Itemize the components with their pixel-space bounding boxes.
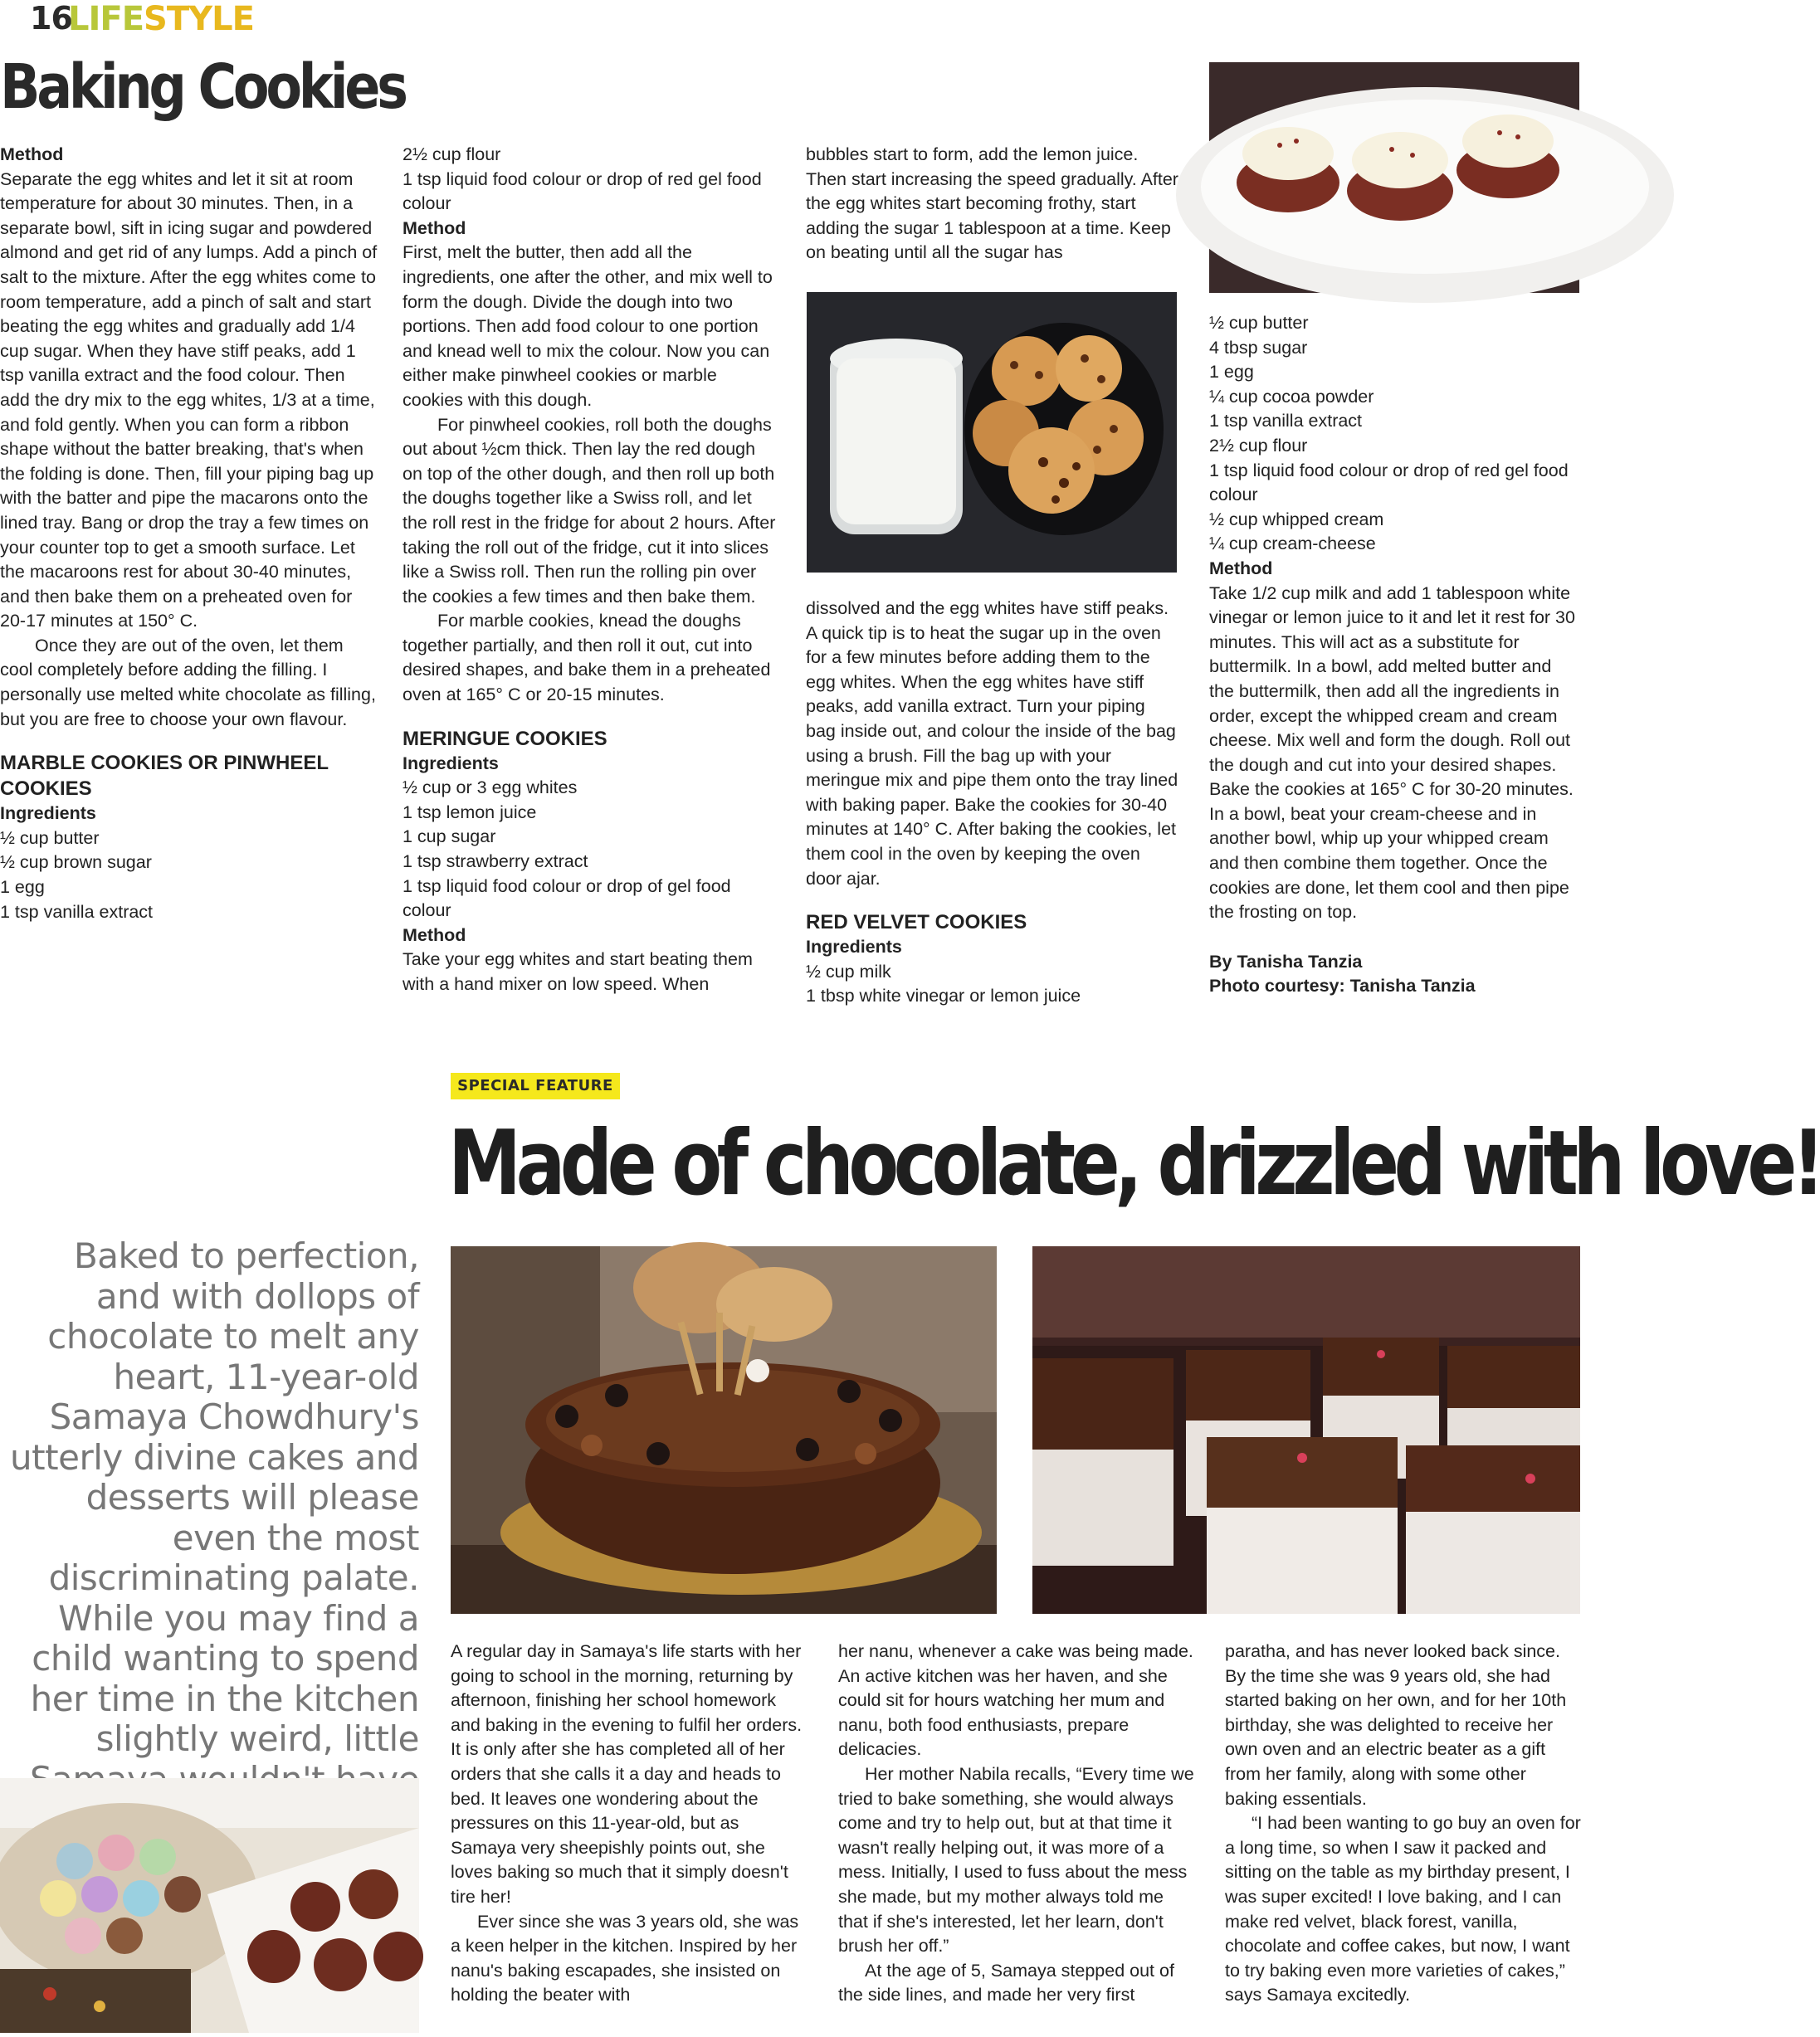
- ingredients-label: Ingredients: [806, 937, 902, 958]
- ingredient-item: 1 egg: [0, 877, 45, 898]
- ingredient-item: 4 tbsp sugar: [1209, 337, 1308, 358]
- pull-quote: Baked to perfection, and with dollops of chocolate to melt any heart, 11-year-old Samaya Chowdhury's utterly divine cakes and desserts will please even the most discriminating palate. While you may find a child wanting to spend her time in the kitchen slightly weird, little: [10, 1235, 419, 1759]
- red-velvet-cookies-image: [1209, 62, 1579, 293]
- ingredient-item: ½ cup butter: [0, 827, 100, 848]
- section-name: [68, 0, 254, 38]
- paragraph: Separate the egg whites and let it sit at room temperature for about 30 minutes. Then, in a separate bowl, sift in icing sugar and powdered almond and get rid of any lumps. Add a pinch of salt to the mixture. After the egg whites come to room temperature, add a pinch of salt and start beating the egg whites and gradually add 1/4 cup sugar. When they have stiff peaks, add 1 tsp vanilla extract and the food colour. Then add the dry mix to the egg whites, 1/3 at a time, and fold gently. When you can form a ribbon shape without the batter breaking, that's when the folding is done. Then, fill your piping bag up with the batter and pipe the macarons onto the lined tray. Bang or drop the tray a few times on your counter top to get a smooth surface. Let the macaroons rest for about 30-40 minutes, and then bake them on a preheated oven for 20-17 minutes at 150° C.: [0, 168, 378, 631]
- section-style: STYLE: [144, 0, 254, 38]
- special-feature-tag: SPECIAL FEATURE: [451, 1073, 620, 1099]
- ingredient-item: 1 tsp lemon juice: [403, 802, 537, 822]
- ingredient-item: ½ cup whipped cream: [1209, 509, 1384, 529]
- article-title-made-of-chocolate: Made of chocolate, drizzled with love!: [448, 1112, 1820, 1216]
- method-label: Method: [403, 924, 466, 945]
- paragraph: dissolved and the egg whites have stiff peaks. A quick tip is to heat the sugar up in the oven for a few minutes before adding them to the egg whites. When the egg whites have stiff peaks, add vanilla extract. Turn your piping bag inside out, and colour the inside of the bag using a brush. Fill the bag up with your meringue mix and pipe them onto the tray lined with baking paper. Bake the cookies for 30-40 minutes at 140° C. After baking the cookies, let them cool in the oven by keeping the oven door ajar.: [806, 598, 1178, 889]
- ingredient-item: ½ cup brown sugar: [0, 852, 152, 873]
- ingredient-item: 2½ cup flour: [1209, 435, 1308, 456]
- ingredient-item: ¼ cup cocoa powder: [1209, 386, 1374, 407]
- ingredient-item: ½ cup or 3 egg whites: [403, 777, 578, 798]
- ingredient-item: 1 tsp vanilla extract: [1209, 411, 1363, 431]
- byline: By Tanisha Tanzia: [1209, 951, 1363, 972]
- ingredient-item: ½ cup milk: [806, 961, 891, 982]
- cupcakes-image: [0, 1778, 419, 2033]
- paragraph: Ever since she was 3 years old, she was a keen helper in the kitchen. Inspired by her nanu's baking escapades, she insisted on holding the beater with: [451, 1911, 799, 2005]
- ingredient-item: 1 tbsp white vinegar or lemon juice: [806, 986, 1081, 1006]
- ingredient-item: 1 tsp liquid food colour or drop of red gel food colour: [1209, 460, 1569, 505]
- section-heading: MARBLE COOKIES OR PINWHEEL COOKIES: [0, 752, 329, 801]
- paragraph: First, melt the butter, then add all the ingredients, one after the other, and mix well to form the dough. Divide the dough into two portions. Then add food colour to one portion and knead well to mix the colour. Now you can either make pinwheel cookies or marble cookies with this dough.: [403, 242, 773, 410]
- article2-column-3: [1225, 1640, 1582, 2008]
- ingredient-item: 1 tsp liquid food colour or drop of red gel food colour: [403, 168, 762, 214]
- ingredient-item: ¼ cup cream-cheese: [1209, 534, 1376, 554]
- milk-and-cookies-photo: [807, 292, 1177, 573]
- paragraph: For pinwheel cookies, roll both the doughs out about ½cm thick. Then lay the red dough on top of the other dough, and then roll up both the doughs together like a Swiss roll, and let the roll rest in the fridge for about 2 hours. After taking the roll out of the fridge, cut it into slices like a Swiss roll. Then run the rolling pin over the cookies a few times and then bake them.: [403, 414, 776, 607]
- ingredient-item: 2½ cup flour: [403, 144, 501, 164]
- ingredient-item: 1 tsp vanilla extract: [0, 901, 154, 922]
- chocolate-cake-photo: [451, 1246, 997, 1614]
- paragraph: bubbles start to form, add the lemon juice. Then start increasing the speed gradually. After the egg whites start becoming frothy, start adding the sugar 1 tablespoon at a time. Keep on beating until all the sugar has: [806, 144, 1178, 263]
- article1-column-3: [806, 143, 1179, 266]
- ingredient-item: ½ cup butter: [1209, 313, 1309, 333]
- paragraph: At the age of 5, Samaya stepped out of the side lines, and made her very first: [838, 1960, 1174, 2005]
- method-label: Method: [1209, 558, 1273, 578]
- paragraph: Take 1/2 cup milk and add 1 tablespoon white vinegar or lemon juice to it and let it rest for 30 minutes. This will act as a substitute for buttermilk. In a bowl, add melted butter and the buttermilk, then add all the ingredients in order, except the whipped cream and cream cheese. Mix well and form the dough. Roll out the dough and cut into your desired shapes. Bake the cookies at 165° C for 30-20 minutes. In a bowl, beat your cream-cheese and in another bowl, whip up your whipped cream and then combine them together. Once the cookies are done, let them cool and then pipe the frosting on top.: [1209, 582, 1575, 923]
- chocolate-dessert-cups-photo: [1032, 1246, 1580, 1614]
- paragraph: Take your egg whites and start beating them with a hand mixer on low speed. When: [403, 949, 753, 994]
- paragraph: A regular day in Samaya's life starts with her going to school in the morning, returning by afternoon, finishing her school homework and baking in the evening to fulfil her orders. It is only after she has completed all of her orders that she calls it a day and heads to bed. It leaves one wondering about the pressures on this 11-year-old, but as Samaya very sheepishly points out, she loves baking so much that it simply doesn't tire her!: [451, 1641, 803, 1907]
- section-heading: RED VELVET COOKIES: [806, 911, 1027, 934]
- photo-credit: Photo courtesy: Tanisha Tanzia: [1209, 976, 1476, 997]
- ingredient-item: 1 cup sugar: [403, 826, 496, 847]
- article1-column-4: [1209, 311, 1579, 999]
- ingredient-item: 1 egg: [1209, 362, 1254, 383]
- paragraph: paratha, and has never looked back since. By the time she was 9 years old, she had started baking on her own, and for her 10th birthday, she was delighted to receive her own oven and an electric beater as a gift from her family, along with some other baking essentials.: [1225, 1641, 1567, 1809]
- paragraph: “I had been wanting to go buy an oven for a long time, so when I saw it packed and sitting on the table as my birthday present, I was super excited! I love baking, and I can make red velvet, black forest, vanilla, chocolate and coffee cakes, but now, I want to try baking even more varieties of cakes,” says Samaya excitedly.: [1225, 1813, 1581, 2005]
- ingredients-label: Ingredients: [403, 753, 499, 773]
- milk-and-cookies-image: [807, 292, 1177, 573]
- chocolate-cake-image: [451, 1246, 997, 1614]
- paragraph: her nanu, whenever a cake was being made. An active kitchen was her haven, and she could sit for hours watching her mum and nanu, both food enthusiasts, prepare delicacies.: [838, 1641, 1193, 1760]
- ingredient-item: 1 tsp liquid food colour or drop of gel food colour: [403, 875, 731, 921]
- article1-column-2: [403, 143, 776, 997]
- ingredient-item: 1 tsp strawberry extract: [403, 851, 588, 872]
- paragraph: Her mother Nabila recalls, “Every time we tried to bake something, she would always come and try to help out, but at that time it wasn't really helping out, it was more of a mess. Initially, I used to fuss about the mess she made, but my mother always told me that if she's interested, let her learn, don't brush her off.”: [838, 1763, 1194, 1957]
- cupcakes-photo: [0, 1778, 419, 2033]
- article2-column-2: [838, 1640, 1195, 2008]
- page-number: 16: [30, 0, 72, 37]
- paragraph: For marble cookies, knead the doughs together partially, and then roll it out, cut into desired shapes, and bake them in a preheated oven at 165° C or 20-15 minutes.: [403, 611, 771, 705]
- method-label: Method: [0, 144, 64, 164]
- section-heading: MERINGUE COOKIES: [403, 727, 607, 750]
- method-label: Method: [403, 217, 466, 238]
- section-life: LIFE: [68, 0, 144, 38]
- ingredients-label: Ingredients: [0, 803, 96, 824]
- dessert-cups-image: [1032, 1246, 1580, 1614]
- article1-column-1: [0, 143, 378, 924]
- red-velvet-cookies-photo: [1209, 62, 1579, 293]
- article1-column-3-continued: [806, 597, 1179, 1009]
- article2-column-1: [451, 1640, 808, 2008]
- paragraph: Once they are out of the oven, let them cool completely before adding the filling. I personally use melted white chocolate as filling, but you are free to choose your own flavour.: [0, 635, 376, 729]
- article-title-baking-cookies: Baking Cookies: [0, 51, 405, 123]
